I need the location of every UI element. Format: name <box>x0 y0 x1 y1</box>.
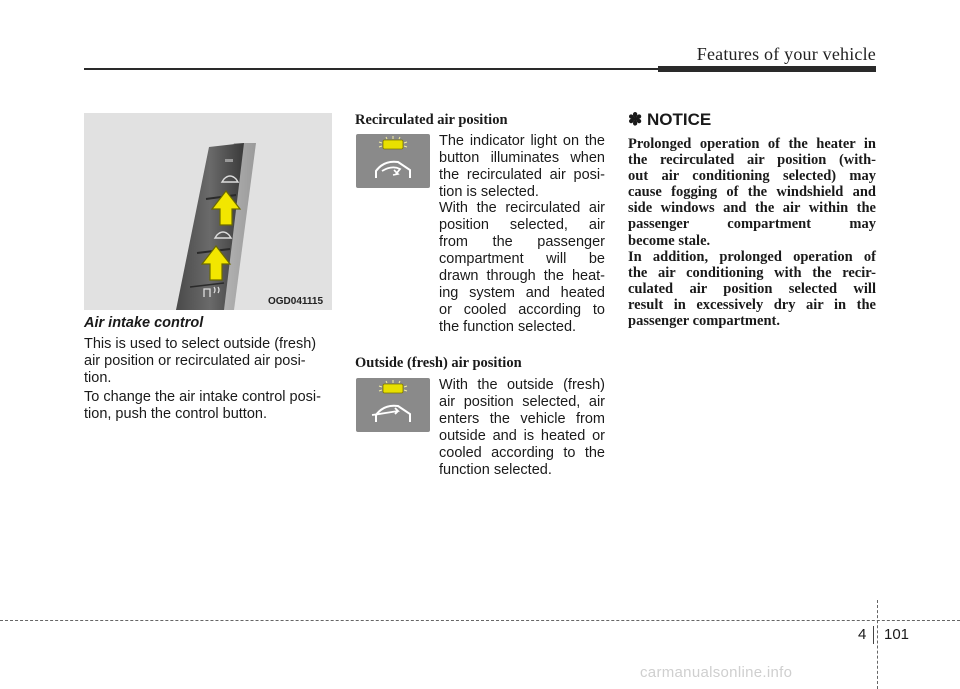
notice-line: result in excessively dry air in the <box>628 296 876 313</box>
text-line: With the outside (fresh) <box>439 377 605 393</box>
text-line: To change the air intake control posi- <box>84 389 321 405</box>
text-line: from the passenger <box>439 234 605 250</box>
figure-code: OGD041115 <box>268 296 324 307</box>
notice-line: cause fogging of the windshield and <box>628 184 876 201</box>
notice-line: passenger compartment may <box>628 216 876 233</box>
text-line: the recirculated air posi- <box>439 167 605 183</box>
notice-body <box>628 136 876 329</box>
text-line: outside and is heated or <box>439 428 605 444</box>
intro-paragraph <box>84 336 334 387</box>
text-line: tion is selected. <box>439 184 539 200</box>
footer-crop-line <box>877 600 878 689</box>
recirculated-title: Recirculated air position <box>355 112 508 128</box>
text-line: The indicator light on the <box>439 133 605 149</box>
text-line: compartment will be <box>439 251 605 267</box>
text-line: or cooled according to <box>439 302 605 318</box>
notice-line: Prolonged operation of the heater in <box>628 136 876 152</box>
notice-line: side windows and the air within the <box>628 200 876 217</box>
text-line: enters the vehicle from <box>439 411 605 427</box>
footer-rule <box>0 620 960 621</box>
page-number-divider <box>873 626 874 644</box>
notice-line: In addition, prolonged operation of <box>628 248 876 265</box>
outside-air-title: Outside (fresh) air position <box>355 355 522 371</box>
header-rule-accent <box>658 66 876 72</box>
notice-heading <box>628 110 711 130</box>
instruction-paragraph <box>84 389 334 423</box>
notice-title: NOTICE <box>646 110 712 129</box>
recirculated-paragraph-1 <box>439 133 605 201</box>
text-line: cooled according to the <box>439 445 605 461</box>
car-recirculate-icon <box>356 134 430 188</box>
notice-line: out air conditioning selected) may <box>628 168 876 185</box>
text-line: air position or recirculated air posi- <box>84 353 306 369</box>
text-line: With the recirculated air <box>439 200 605 216</box>
text-line: This is used to select outside (fresh) <box>84 336 317 352</box>
text-line: tion, push the control button. <box>84 406 267 422</box>
air-intake-button-figure <box>84 113 332 310</box>
recirculated-paragraph-2 <box>439 200 605 336</box>
notice-line: become stale. <box>628 232 711 249</box>
text-line: the function selected. <box>439 319 577 335</box>
text-line: drawn through the heat- <box>439 268 605 284</box>
text-line: air position selected, air <box>439 394 605 410</box>
text-line: tion. <box>84 370 112 386</box>
outside-air-paragraph <box>439 377 605 479</box>
notice-symbol-icon: ✽ <box>628 110 643 129</box>
notice-line: passenger compartment. <box>628 313 780 330</box>
page-number: 101 <box>884 626 910 643</box>
control-panel-illustration <box>84 113 332 310</box>
page-section-number: 4 <box>858 626 867 643</box>
text-line: ing system and heated <box>439 285 605 301</box>
text-line: function selected. <box>439 462 552 478</box>
watermark: carmanualsonline.info <box>640 664 793 681</box>
text-line: button illuminates when <box>439 150 605 166</box>
notice-line: culated air position selected will <box>628 280 876 297</box>
notice-line: the recirculated air position (with- <box>628 152 876 169</box>
text-line: position selected, air <box>439 217 605 233</box>
header-title: Features of your vehicle <box>696 44 876 64</box>
car-fresh-air-icon <box>356 378 430 432</box>
section-title: Air intake control <box>84 315 204 331</box>
notice-line: the air conditioning with the recir- <box>628 264 876 281</box>
